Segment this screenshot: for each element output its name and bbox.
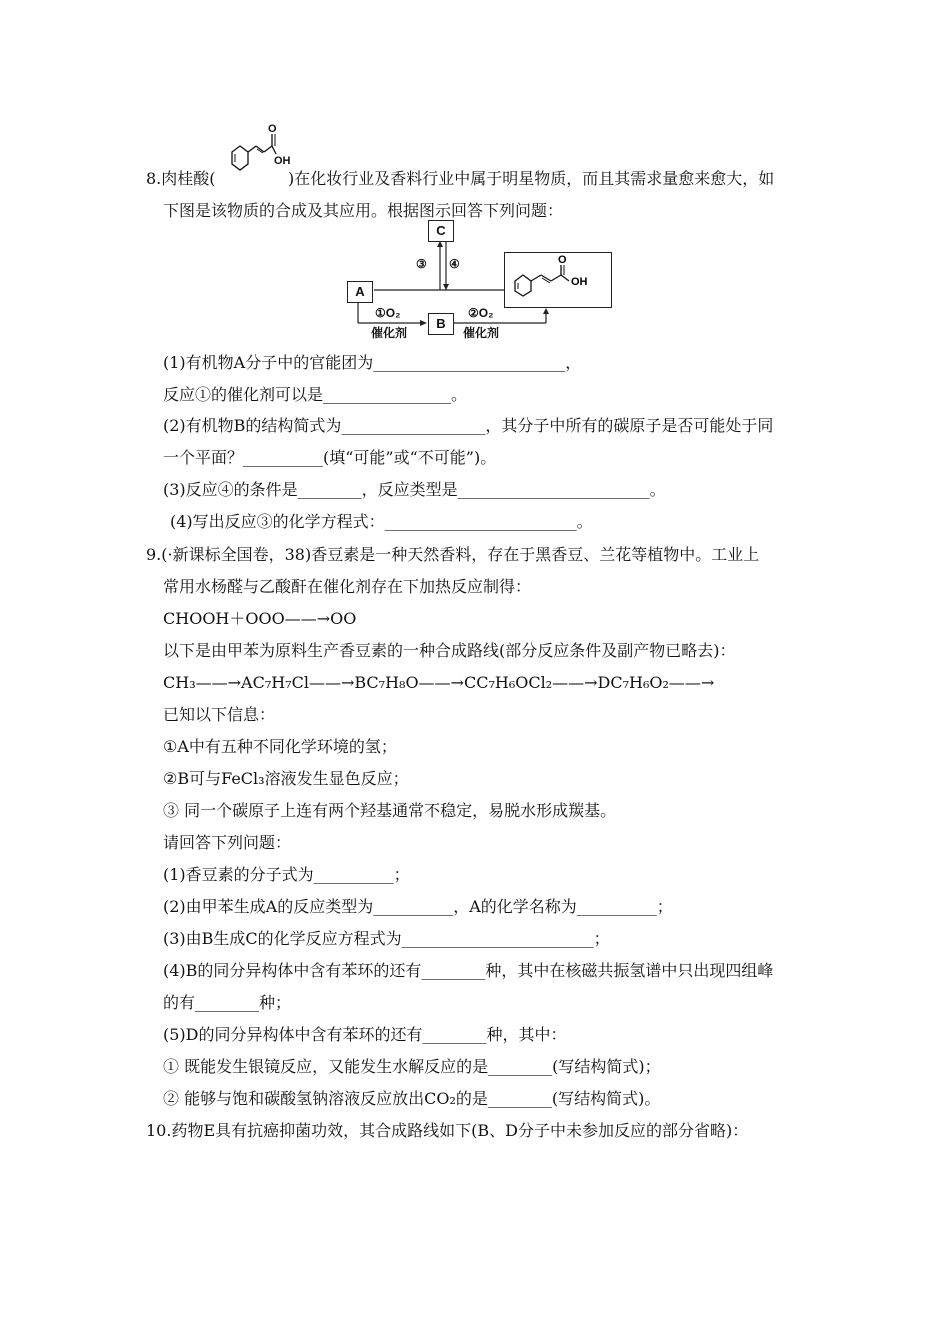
struct-o-label: O <box>268 123 277 135</box>
reaction-4-label: ④ <box>449 257 460 271</box>
q9-line2: 常用水杨醛与乙酸酐在催化剂存在下加热反应制得： <box>163 577 532 596</box>
reaction-1-catalyst: 催化剂 <box>371 326 408 340</box>
q9-s3: (3)由B生成C的化学反应方程式为________________________； <box>163 929 610 948</box>
q9-s2: (2)由甲苯生成A的反应类型为__________，A的化学名称为__________； <box>163 897 673 916</box>
struct-oh-label: OH <box>274 155 291 167</box>
q9-s1: (1)香豆素的分子式为__________； <box>163 865 410 884</box>
q8-q2-line1: (2)有机物B的结构简式为__________________，其分子中所有的碳原子是否可能处于同 <box>163 416 774 435</box>
compound-c-box: C <box>428 220 454 242</box>
q9-info2: ②B可与FeCl₃溶液发生显色反应； <box>163 769 409 788</box>
q9-s5: (5)D的同分异构体中含有苯环的还有________种，其中： <box>163 1025 567 1044</box>
q9-line3: CHOOH＋OOO——→OO <box>163 609 357 628</box>
q9-line6: 已知以下信息： <box>163 705 276 724</box>
q8-intro-line2: 下图是该物质的合成及其应用。根据图示回答下列问题： <box>163 201 564 220</box>
q9-s5a: ① 既能发生银镜反应，又能发生水解反应的是________(写结构简式)； <box>163 1057 661 1076</box>
q8-q3: (3)反应④的条件是________，反应类型是________________________。 <box>163 480 666 499</box>
product-o-label: O <box>558 254 567 266</box>
q9-s4-line1: (4)B的同分异构体中含有苯环的还有________种，其中在核磁共振氢谱中只出现四组峰 <box>163 961 774 980</box>
q8-q4: (4)写出反应③的化学方程式：________________________。 <box>170 512 593 531</box>
q9-s5b: ② 能够与饱和碳酸氢钠溶液反应放出CO₂的是________(写结构简式)。 <box>163 1089 661 1108</box>
reaction-2-catalyst: 催化剂 <box>463 326 500 340</box>
q9-line4: 以下是由甲苯为原料生产香豆素的一种合成路线(部分反应条件及副产物已略去)： <box>163 641 736 660</box>
q8-q2-line2: 一个平面？__________(填“可能”或“不可能”)。 <box>163 448 497 467</box>
reaction-3-label: ③ <box>416 257 427 271</box>
q8-intro-suffix: )在化妆行业及香料行业中属于明星物质，而且其需求量愈来愈大，如 <box>288 169 775 188</box>
q10-line1: 10.药物E具有抗癌抑菌功效，其合成路线如下(B、D分子中未参加反应的部分省略)： <box>146 1121 749 1140</box>
q9-line1: 9.(·新课标全国卷，38)香豆素是一种天然香料，存在于黑香豆、兰花等植物中。工业上 <box>146 545 760 564</box>
reaction-1-label: ①O₂ <box>375 306 401 320</box>
compound-b-box: B <box>428 313 454 335</box>
cinnamic-acid-structure <box>218 122 298 186</box>
q8-q1-line2: 反应①的催化剂可以是________________。 <box>163 385 468 404</box>
product-structure <box>505 253 611 307</box>
product-oh-label: OH <box>571 276 588 288</box>
reaction-2-label: ②O₂ <box>468 306 494 320</box>
q9-s4-line2: 的有________种； <box>163 993 292 1012</box>
q9-line5: CH₃——→AC₇H₇Cl——→BC₇H₈O——→CC₇H₆OCl₂——→DC₇H₆O₂——→ <box>163 673 715 692</box>
compound-a-box: A <box>347 281 373 303</box>
q9-info1: ①A中有五种不同化学环境的氢； <box>163 737 397 756</box>
q9-info3: ③ 同一个碳原子上连有两个羟基通常不稳定，易脱水形成羰基。 <box>163 801 617 820</box>
q8-intro-prefix: 8.肉桂酸( <box>146 169 216 188</box>
q8-q1-line1: (1)有机物A分子中的官能团为________________________， <box>163 353 582 372</box>
product-box <box>504 252 612 308</box>
q9-ask: 请回答下列问题： <box>163 833 292 852</box>
